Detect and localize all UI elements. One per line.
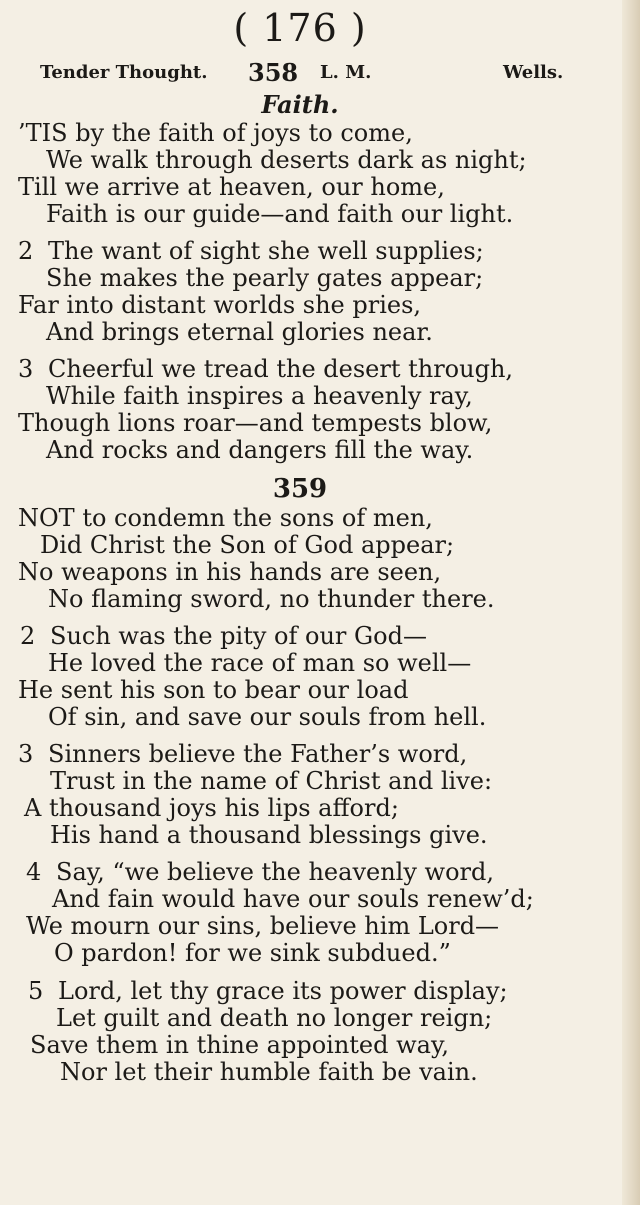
hymn-subject: Faith.: [261, 90, 339, 119]
hymn-359-line: [50, 822, 488, 849]
verse-text: Till we arrive at heaven, our home,: [18, 173, 445, 201]
hymn-359-line: [50, 768, 492, 795]
hymn-358-line: [46, 437, 473, 464]
verse-number: 3: [18, 740, 34, 768]
hymn-359-line: [26, 859, 494, 886]
hymn-number-359: 359: [272, 474, 328, 504]
verse-text: Cheerful we tread the desert through,: [48, 355, 514, 383]
tune-name: Tender Thought.: [40, 62, 208, 83]
verse-text: And fain would have our souls renew’d;: [52, 885, 534, 913]
hymn-359-line: [18, 559, 441, 586]
hymn-359-line: [52, 886, 534, 913]
verse-text: We mourn our sins, believe him Lord—: [26, 912, 500, 940]
verse-text: Lord, let thy grace its power display;: [58, 977, 508, 1005]
hymn-359-line: [28, 978, 508, 1005]
verse-text: Far into distant worlds she pries,: [18, 291, 422, 319]
hymn-359-line: [48, 586, 495, 613]
hymn-358-header: [0, 58, 640, 92]
hymn-358-line: [46, 201, 513, 228]
hymn-358-line: [46, 319, 433, 346]
hymn-359-line: [26, 913, 499, 940]
verse-number: 2: [20, 622, 36, 650]
page-edge: [622, 0, 640, 1205]
hymn-358-line: [18, 356, 513, 383]
verse-number: 2: [18, 237, 34, 265]
hymn-359-line: [18, 741, 467, 768]
verse-text: ’TIS by the faith of joys to come,: [18, 119, 413, 147]
hymn-359-line: [56, 1005, 492, 1032]
verse-text: Of sin, and save our souls from hell.: [48, 703, 487, 731]
hymn-359-line: [18, 677, 408, 704]
verse-text: And rocks and dangers fill the way.: [46, 436, 474, 464]
verse-text: O pardon! for we sink subdued.”: [54, 939, 451, 967]
hymn-358-line: [18, 292, 421, 319]
hymn-358-line: [18, 238, 484, 265]
verse-text: He loved the race of man so well—: [48, 649, 472, 677]
verse-number: 3: [18, 355, 34, 383]
verse-text: No flaming sword, no thunder there.: [48, 585, 495, 613]
hymn-359-line: [60, 1059, 478, 1086]
verse-text: Did Christ the Son of God appear;: [40, 531, 455, 559]
verse-text: Sinners believe the Father’s word,: [48, 740, 468, 768]
verse-text: Though lions roar—and tempests blow,: [18, 409, 493, 437]
hymn-358-line: [46, 147, 527, 174]
verse-text: Nor let their humble faith be vain.: [60, 1058, 478, 1086]
verse-number: 4: [26, 858, 42, 886]
hymn-358-line: [46, 265, 483, 292]
verse-text: And brings eternal glories near.: [46, 318, 433, 346]
verse-text: NOT to condemn the sons of men,: [18, 504, 433, 532]
hymn-359-line: [40, 532, 454, 559]
verse-text: The want of sight she well supplies;: [48, 237, 484, 265]
hymn-359-line: [48, 650, 471, 677]
verse-text: His hand a thousand blessings give.: [50, 821, 488, 849]
verse-number: 5: [28, 977, 44, 1005]
hymn-359-line: [48, 704, 486, 731]
hymn-359-line: [20, 623, 427, 650]
page-number: ( 176 ): [233, 6, 367, 50]
verse-text: Faith is our guide—and faith our light.: [46, 200, 514, 228]
hymn-359-line: [54, 940, 451, 967]
verse-text: Trust in the name of Christ and live:: [50, 767, 493, 795]
verse-text: No weapons in his hands are seen,: [18, 558, 442, 586]
hymn-358-line: [46, 383, 473, 410]
hymn-number-358: 358: [248, 58, 299, 87]
verse-text: A thousand joys his lips afford;: [24, 794, 399, 822]
verse-text: Such was the pity of our God—: [50, 622, 427, 650]
hymn-359-line: [30, 1032, 449, 1059]
hymn-358-line: [18, 410, 492, 437]
verse-text: We walk through deserts dark as night;: [46, 146, 527, 174]
hymn-359-line: [24, 795, 399, 822]
composer: Wells.: [503, 62, 564, 83]
verse-text: She makes the pearly gates appear;: [46, 264, 484, 292]
verse-text: While faith inspires a heavenly ray,: [46, 382, 473, 410]
verse-text: Say, “we believe the heavenly word,: [56, 858, 494, 886]
hymn-358-line: [18, 120, 413, 147]
hymn-358-line: [18, 174, 445, 201]
verse-text: Save them in thine appointed way,: [30, 1031, 449, 1059]
meter: L. M.: [320, 62, 372, 83]
verse-text: He sent his son to bear our load: [18, 676, 409, 704]
hymn-359-line: [18, 505, 433, 532]
verse-text: Let guilt and death no longer reign;: [56, 1004, 493, 1032]
